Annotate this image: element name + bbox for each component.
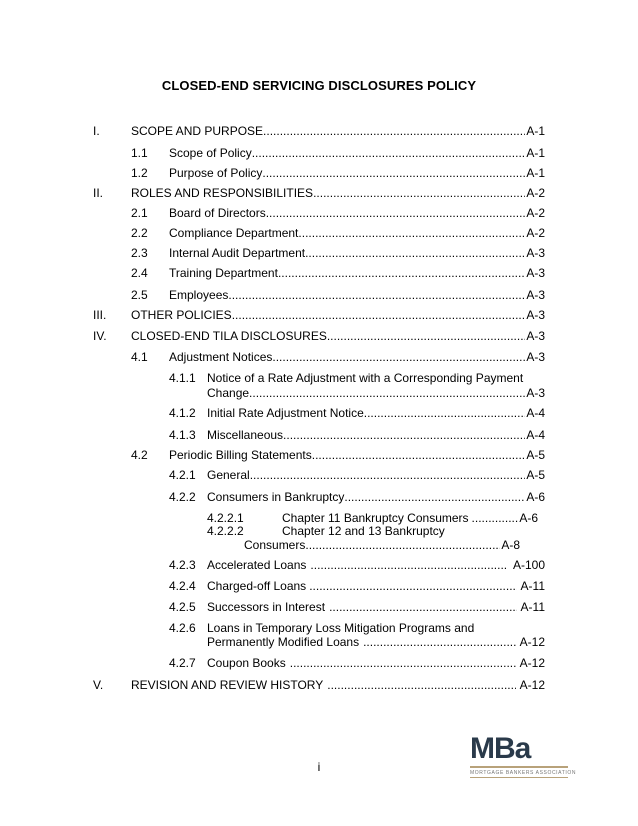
toc-number: 4.2.6 <box>169 621 196 635</box>
toc-entry[interactable] <box>207 406 545 420</box>
toc-entry[interactable] <box>207 558 545 572</box>
toc-number: 1.1 <box>131 146 148 160</box>
toc-label: Chapter 11 Bankruptcy Consumers <box>282 511 469 525</box>
toc-number: 4.1.3 <box>169 428 196 442</box>
toc-label: Employees <box>169 288 229 302</box>
toc-entry[interactable] <box>131 678 545 692</box>
toc-page: A-1 <box>526 146 545 160</box>
toc-label: ROLES AND RESPONSIBILITIES <box>131 186 314 200</box>
toc-page: A-100 <box>512 558 545 572</box>
toc-label-continued: Consumers <box>244 538 306 552</box>
toc-number: 1.2 <box>131 166 148 180</box>
logo-subtitle: MORTGAGE BANKERS ASSOCIATION <box>470 770 577 776</box>
toc-page: A-2 <box>526 226 545 240</box>
toc-number: 2.4 <box>131 266 148 280</box>
toc-label[interactable]: Loans in Temporary Loss Mitigation Programs and <box>207 621 475 635</box>
toc-label-continued: Permanently Modified Loans <box>207 635 360 649</box>
toc-page: A-3 <box>526 288 545 302</box>
toc-page: A-3 <box>526 266 545 280</box>
toc-entry[interactable] <box>207 635 545 649</box>
toc-number: 4.2.4 <box>169 579 196 593</box>
toc-entry[interactable] <box>169 350 545 364</box>
toc-number: 4.2.2 <box>169 490 196 504</box>
toc-entry[interactable] <box>169 226 545 240</box>
toc-page: A-11 <box>520 579 545 593</box>
toc-entry[interactable] <box>207 428 545 442</box>
toc-entry[interactable] <box>169 266 545 280</box>
toc-label: Internal Audit Department <box>169 246 306 260</box>
toc-label: Coupon Books <box>207 656 286 670</box>
toc-number: 4.1 <box>131 350 148 364</box>
logo-rule <box>470 777 568 778</box>
toc-entry[interactable] <box>169 288 545 302</box>
toc-page: A-12 <box>519 678 545 692</box>
toc-entry[interactable] <box>169 146 545 160</box>
toc-entry[interactable] <box>169 206 545 220</box>
toc-page: A-3 <box>526 386 545 400</box>
toc-number: 4.2.2.2 <box>207 524 244 538</box>
toc-number: 4.1.2 <box>169 406 196 420</box>
toc-label: General <box>207 468 250 482</box>
toc-label: Purpose of Policy <box>169 166 263 180</box>
toc-entry[interactable] <box>131 186 545 200</box>
toc-label: OTHER POLICIES <box>131 308 232 322</box>
toc-number: II. <box>93 186 104 200</box>
toc-page: A-4 <box>526 406 545 420</box>
toc-label: Board of Directors <box>169 206 266 220</box>
toc-page: A-4 <box>526 428 545 442</box>
toc-label: Adjustment Notices <box>169 350 273 364</box>
toc-number: III. <box>93 308 107 322</box>
toc-number: I. <box>93 124 100 138</box>
toc-label: Initial Rate Adjustment Notice <box>207 406 364 420</box>
toc-label-continued: Change <box>207 386 250 400</box>
toc-label: Training Department <box>169 266 278 280</box>
toc-number: 4.2.1 <box>169 468 196 482</box>
toc-page: A-3 <box>526 246 545 260</box>
toc-entry[interactable] <box>282 511 538 525</box>
toc-page: A-5 <box>526 448 545 462</box>
toc-entry[interactable] <box>131 329 545 343</box>
toc-page: A-3 <box>526 329 545 343</box>
toc-number: 2.3 <box>131 246 148 260</box>
toc-number: 2.1 <box>131 206 148 220</box>
toc-page: A-6 <box>526 490 545 504</box>
toc-entry[interactable] <box>207 600 545 614</box>
toc-label: Consumers in Bankruptcy <box>207 490 345 504</box>
mba-logo <box>470 732 577 778</box>
toc-page: A-1 <box>526 124 545 138</box>
logo-mark: MBa <box>470 732 531 765</box>
toc-page: A-3 <box>526 308 545 322</box>
toc-page: A-11 <box>520 600 545 614</box>
toc-entry[interactable] <box>169 448 545 462</box>
toc-entry[interactable] <box>169 166 545 180</box>
toc-number: 4.2.7 <box>169 656 196 670</box>
toc-entry[interactable] <box>207 490 545 504</box>
toc-page: A-12 <box>519 635 545 649</box>
toc-number: 4.2.5 <box>169 600 196 614</box>
toc-page: A-12 <box>519 656 545 670</box>
toc-number: 4.2 <box>131 448 148 462</box>
toc-label: Successors in Interest <box>207 600 326 614</box>
toc-label: Charged-off Loans <box>207 579 307 593</box>
toc-page: A-2 <box>526 186 545 200</box>
toc-entry[interactable] <box>131 124 545 138</box>
toc-number: 4.1.1 <box>169 371 196 385</box>
toc-page: A-1 <box>526 166 545 180</box>
toc-entry[interactable] <box>207 656 545 670</box>
toc-entry[interactable] <box>131 308 545 322</box>
document-title: CLOSED-END SERVICING DISCLOSURES POLICY <box>161 78 477 93</box>
toc-page: A-2 <box>526 206 545 220</box>
toc-label: Periodic Billing Statements <box>169 448 312 462</box>
toc-entry[interactable] <box>244 538 520 552</box>
toc-entry[interactable] <box>207 386 545 400</box>
toc-entry[interactable] <box>207 579 545 593</box>
toc-number: V. <box>93 678 104 692</box>
toc-label: Scope of Policy <box>169 146 252 160</box>
toc-label[interactable]: Chapter 12 and 13 Bankruptcy <box>282 524 445 538</box>
toc-number: 2.5 <box>131 288 148 302</box>
toc-entry[interactable] <box>169 246 545 260</box>
toc-label: Miscellaneous <box>207 428 284 442</box>
toc-label: SCOPE AND PURPOSE <box>131 124 264 138</box>
page-number: i <box>317 760 321 774</box>
toc-page: A-5 <box>526 468 545 482</box>
toc-number: 2.2 <box>131 226 148 240</box>
toc-label: Accelerated Loans <box>207 558 307 572</box>
toc-entry[interactable] <box>207 468 545 482</box>
toc-number: 4.2.3 <box>169 558 196 572</box>
toc-number: 4.2.2.1 <box>207 511 244 525</box>
toc-page: A-3 <box>526 350 545 364</box>
toc-number: IV. <box>93 329 107 343</box>
toc-label: REVISION AND REVIEW HISTORY <box>131 678 324 692</box>
toc-label: Compliance Department <box>169 226 299 240</box>
toc-page: A-6 <box>519 511 538 525</box>
logo-rule <box>470 766 568 768</box>
toc-page: A-8 <box>501 538 520 552</box>
toc-label[interactable]: Notice of a Rate Adjustment with a Corresponding Payment <box>207 371 524 385</box>
toc-label: CLOSED-END TILA DISCLOSURES <box>131 329 327 343</box>
